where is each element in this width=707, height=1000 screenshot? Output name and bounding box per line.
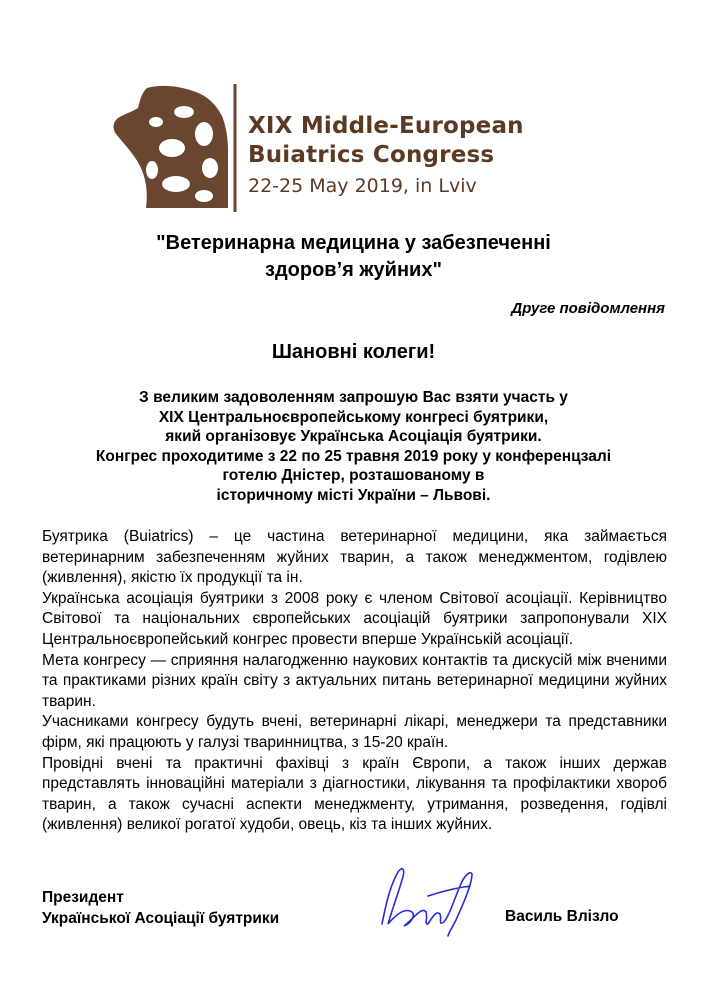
invitation-line: Конгрес проходитиме з 22 по 25 травня 2019 року у конференцзалі <box>95 447 612 465</box>
congress-logo <box>112 82 582 212</box>
title-line2: здоров’я жуйних" <box>265 259 442 281</box>
invitation-line: який організовує Українська Асоціація буятрики. <box>165 428 542 445</box>
invitation-line: XIX Центральноєвропейському конгресі буятрики, <box>158 408 549 426</box>
cow-silhouette-icon <box>112 82 242 212</box>
paragraph: Учасниками конгресу будуть вчені, ветеринарні лікарі, менеджери та представники фірм, які працюють у галузі тваринництва, з 15-20 країн. <box>42 713 667 751</box>
logo-title-line2: Buiatrics Congress <box>248 142 495 168</box>
signatory-title <box>42 887 279 929</box>
notice-label: Друге повідомлення <box>511 300 665 317</box>
document-title <box>0 230 707 284</box>
paragraph: Провідні вчені та практичні фахівці з країн Європи, а також інших держав представлять інноваційні матеріали з діагностики, лікування та профілактики хвороб тварин, а також сучасні аспекти менеджменту, утримання, розведення, годівлі (живлення) великої рогатої худоби, овець, кіз та інших жуйних. <box>42 754 667 834</box>
paragraph: Буятрика (Buiatrics) – це частина ветеринарної медицини, яка займається ветеринарним забезпеченням жуйних тварин, а також менеджментом, годівлею (живлення), якістю їх продукції та ін. <box>42 528 667 587</box>
invitation-block <box>0 388 707 505</box>
title-line1: "Ветеринарна медицина у забезпеченні <box>156 232 551 254</box>
signatory-name: Василь Влізло <box>505 908 619 925</box>
logo-dates: 22-25 May 2019, in Lviv <box>248 175 477 197</box>
body-text <box>42 527 667 836</box>
invitation-line: історичному місті України – Львові. <box>216 486 491 504</box>
invitation-line: готелю Дністер, розташованому в <box>222 467 485 484</box>
paragraph: Мета конгресу — сприяння налагодженню наукових контактів та дискусій між вченими та практиками різних країн світу з актуальних питань ветеринарної медицини жуйних тварин. <box>42 651 667 710</box>
handwritten-signature-icon <box>368 858 488 938</box>
signatory-title-line1: Президент <box>42 889 124 906</box>
invitation-line: З великим задоволенням запрошую Вас взяти участь у <box>139 389 568 406</box>
logo-title-line1: XIX Middle-European <box>248 113 524 139</box>
signatory-title-line2: Української Асоціації буятрики <box>42 910 280 927</box>
paragraph: Українська асоціація буятрики з 2008 року є членом Світової асоціації. Керівництво Світової та національних європейських асоціацій буятрики запропонували XIX Центральноєвропейський конгрес провести вперше Українській асоціації. <box>42 589 667 648</box>
greeting: Шановні колеги! <box>271 341 436 363</box>
